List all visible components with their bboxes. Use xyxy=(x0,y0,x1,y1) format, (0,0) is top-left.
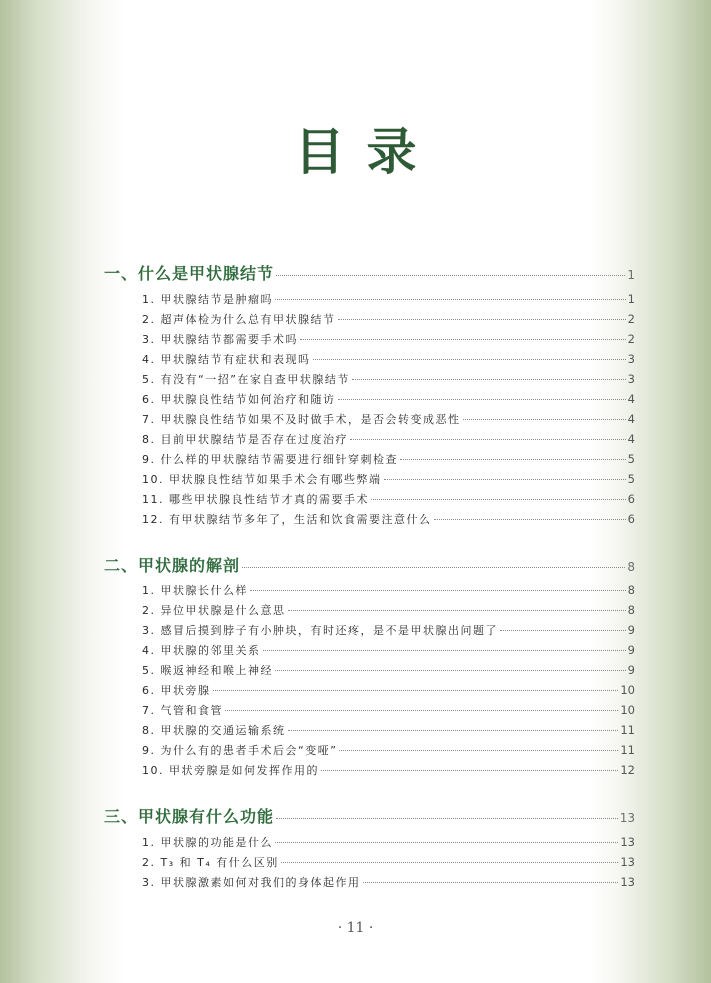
dot-leader xyxy=(275,842,618,843)
entry-page-number: 3 xyxy=(627,352,635,366)
entry-title: 1. 甲状腺结节是肿瘤吗 xyxy=(142,293,273,306)
toc-section-heading[interactable] xyxy=(104,261,635,284)
toc-entry[interactable] xyxy=(142,834,635,850)
dot-leader xyxy=(384,479,626,480)
dot-leader xyxy=(288,610,626,611)
entry-page-number: 4 xyxy=(627,392,635,406)
toc-entry[interactable] xyxy=(142,511,635,527)
dot-leader xyxy=(434,519,626,520)
entry-title: 3. 感冒后摸到脖子有小肿块，有时还疼，是不是甲状腺出问题了 xyxy=(142,624,498,637)
dot-leader xyxy=(371,499,626,500)
entry-page-number: 8 xyxy=(627,583,635,597)
entry-title: 7. 甲状腺良性结节如果不及时做手术，是否会转变成恶性 xyxy=(142,413,461,426)
dot-leader xyxy=(275,299,626,300)
dot-leader xyxy=(400,459,626,460)
toc-entry[interactable] xyxy=(142,471,635,487)
section-page-number: 1 xyxy=(627,268,635,282)
dot-leader xyxy=(338,399,626,400)
dot-leader xyxy=(281,862,619,863)
entry-page-number: 5 xyxy=(627,452,635,466)
entry-title: 6. 甲状旁腺 xyxy=(142,684,211,697)
entry-page-number: 6 xyxy=(627,512,635,526)
dot-leader xyxy=(339,750,618,751)
entry-page-number: 9 xyxy=(627,623,635,637)
toc-entry[interactable] xyxy=(142,411,635,427)
dot-leader xyxy=(225,710,618,711)
entry-page-number: 4 xyxy=(627,412,635,426)
toc-entry[interactable] xyxy=(142,391,635,407)
entry-title: 11. 哪些甲状腺良性结节才真的需要手术 xyxy=(142,493,369,506)
dot-leader xyxy=(275,670,626,671)
section-title: 三、甲状腺有什么功能 xyxy=(104,807,275,826)
toc-entry[interactable] xyxy=(142,874,635,890)
toc-entry[interactable] xyxy=(142,742,635,758)
entry-title: 8. 甲状腺的交通运输系统 xyxy=(142,724,286,737)
toc-entry[interactable] xyxy=(142,622,635,638)
entry-page-number: 11 xyxy=(620,723,635,737)
entry-page-number: 10 xyxy=(620,703,635,717)
toc-section-heading[interactable] xyxy=(104,553,635,576)
entry-page-number: 9 xyxy=(627,663,635,677)
toc-entry[interactable] xyxy=(142,682,635,698)
toc-entry[interactable] xyxy=(142,331,635,347)
entry-title: 4. 甲状腺的邻里关系 xyxy=(142,644,261,657)
entry-page-number: 13 xyxy=(620,855,635,869)
dot-leader xyxy=(300,339,626,340)
dot-leader xyxy=(500,630,626,631)
toc-entry[interactable] xyxy=(142,451,635,467)
entry-title: 1. 甲状腺的功能是什么 xyxy=(142,836,273,849)
dot-leader xyxy=(363,882,619,883)
toc-entry[interactable] xyxy=(142,602,635,618)
entry-page-number: 5 xyxy=(627,472,635,486)
dot-leader xyxy=(276,818,618,819)
entry-title: 4. 甲状腺结节有症状和表现吗 xyxy=(142,353,311,366)
toc-entry[interactable] xyxy=(142,662,635,678)
toc-entry[interactable] xyxy=(142,762,635,778)
entry-page-number: 9 xyxy=(627,643,635,657)
dot-leader xyxy=(250,590,626,591)
toc-entry[interactable] xyxy=(142,371,635,387)
entry-page-number: 8 xyxy=(627,603,635,617)
section-title: 一、什么是甲状腺结节 xyxy=(104,264,275,283)
entry-title: 2. T₃ 和 T₄ 有什么区别 xyxy=(142,856,279,869)
toc-entry[interactable] xyxy=(142,722,635,738)
section-page-number: 8 xyxy=(627,560,635,574)
entry-page-number: 6 xyxy=(627,492,635,506)
entry-title: 5. 喉返神经和喉上神经 xyxy=(142,664,273,677)
entry-title: 1. 甲状腺长什么样 xyxy=(142,584,248,597)
toc-entry[interactable] xyxy=(142,582,635,598)
entry-page-number: 2 xyxy=(627,332,635,346)
entry-title: 9. 什么样的甲状腺结节需要进行细针穿刺检查 xyxy=(142,453,398,466)
entry-page-number: 13 xyxy=(620,875,635,889)
entry-title: 10. 甲状腺良性结节如果手术会有哪些弊端 xyxy=(142,473,382,486)
toc-entry[interactable] xyxy=(142,491,635,507)
entry-page-number: 13 xyxy=(620,835,635,849)
entry-title: 6. 甲状腺良性结节如何治疗和随访 xyxy=(142,393,336,406)
dot-leader xyxy=(350,439,626,440)
entry-title: 8. 目前甲状腺结节是否存在过度治疗 xyxy=(142,433,348,446)
entry-page-number: 3 xyxy=(627,372,635,386)
dot-leader xyxy=(313,359,626,360)
entry-title: 2. 异位甲状腺是什么意思 xyxy=(142,604,286,617)
entry-title: 12. 有甲状腺结节多年了，生活和饮食需要注意什么 xyxy=(142,513,432,526)
entry-title: 2. 超声体检为什么总有甲状腺结节 xyxy=(142,313,336,326)
entry-page-number: 11 xyxy=(620,743,635,757)
section-title: 二、甲状腺的解剖 xyxy=(104,556,241,575)
toc-section-heading[interactable] xyxy=(104,804,635,827)
dot-leader xyxy=(263,650,626,651)
page-title: 目录 xyxy=(294,123,439,181)
dot-leader xyxy=(242,567,625,568)
dot-leader xyxy=(352,379,626,380)
entry-title: 3. 甲状腺激素如何对我们的身体起作用 xyxy=(142,876,361,889)
toc-entry[interactable] xyxy=(142,642,635,658)
dot-leader xyxy=(276,275,625,276)
dot-leader xyxy=(321,770,618,771)
entry-title: 5. 有没有“一招”在家自查甲状腺结节 xyxy=(142,373,350,386)
toc-entry[interactable] xyxy=(142,854,635,870)
dot-leader xyxy=(213,690,619,691)
toc-entry[interactable] xyxy=(142,351,635,367)
dot-leader xyxy=(463,419,626,420)
entry-page-number: 2 xyxy=(627,312,635,326)
toc-entry[interactable] xyxy=(142,431,635,447)
toc-entry[interactable] xyxy=(142,702,635,718)
entry-title: 9. 为什么有的患者手术后会“变哑” xyxy=(142,744,338,757)
entry-title: 10. 甲状旁腺是如何发挥作用的 xyxy=(142,764,319,777)
toc-entry[interactable] xyxy=(142,291,635,307)
entry-title: 7. 气管和食管 xyxy=(142,704,223,717)
dot-leader xyxy=(338,319,626,320)
toc-entry[interactable] xyxy=(142,311,635,327)
page-number: · 11 · xyxy=(337,920,374,936)
section-page-number: 13 xyxy=(619,811,635,825)
entry-page-number: 1 xyxy=(627,292,635,306)
entry-title: 3. 甲状腺结节都需要手术吗 xyxy=(142,333,298,346)
dot-leader xyxy=(288,730,619,731)
entry-page-number: 4 xyxy=(627,432,635,446)
entry-page-number: 10 xyxy=(620,683,635,697)
entry-page-number: 12 xyxy=(620,763,635,777)
